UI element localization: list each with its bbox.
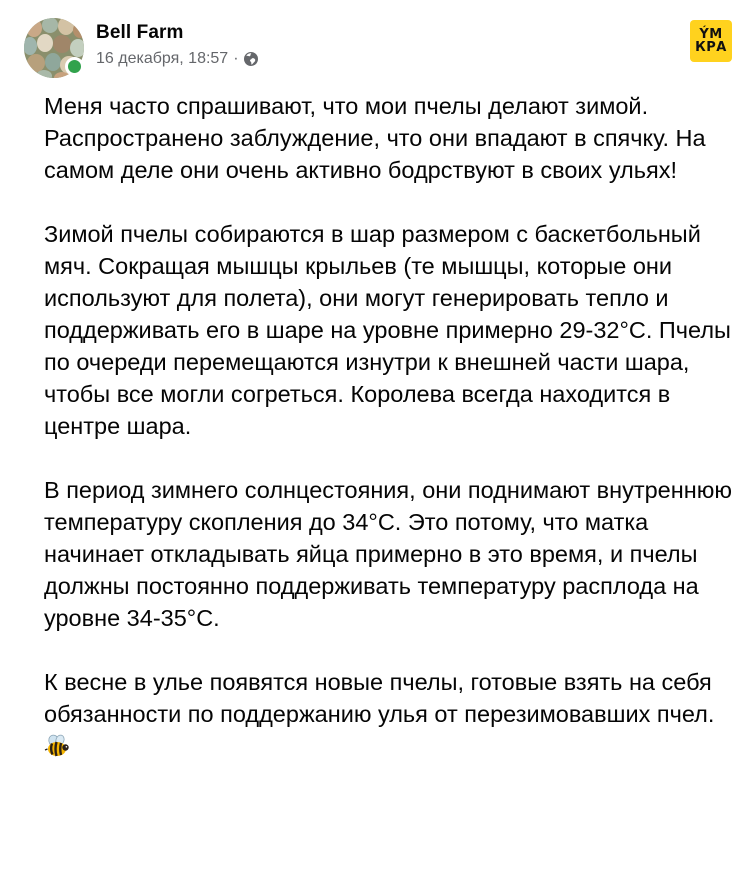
post-paragraph: Зимой пчелы собираются в шар размером с баскетбольный мяч. Сокращая мышцы крыльев (те мышцы, которые они используют для полета), они могут генерировать тепло и поддерживать его в шаре на уровне примерно 29-32°C. Пчелы по очереди перемещаются изнутри к внешней части шара, чтобы все могли согреться. Королева всегда находится в центре шара. [44,221,731,439]
post-paragraph-text: К весне в улье появятся новые пчелы, готовые взять на себя обязанности по поддержанию улья от перезимовавших пчел. [44,669,715,727]
post-paragraph: Меня часто спрашивают, что мои пчелы делают зимой. Распространено заблуждение, что они впадают в спячку. На самом деле они очень активно бодрствуют в своих ульях! [44,93,706,183]
meta-separator: · [233,50,239,67]
post-timestamp[interactable]: 16 декабря, 18:57 [96,50,229,67]
brand-logo-line2: КРА [695,40,727,55]
post-header [24,18,259,80]
globe-icon[interactable] [243,51,259,67]
post-meta [96,18,259,69]
avatar-wrap [24,18,84,78]
brand-logo-line1: ÝМ [699,27,723,42]
post-paragraph-last [44,666,734,762]
online-status-dot [65,57,84,76]
brand-logo [690,20,732,62]
post-paragraph: В период зимнего солнцестояния, они поднимают внутреннюю температуру скопления до 34°C. Это потому, что матка начинает откладывать яйца примерно в это время, и пчелы должны постоянно поддерживать температуру расплода на уровне 34-35°C. [44,477,732,631]
bee-icon [44,734,70,758]
post-meta-row [96,49,259,69]
author-name[interactable]: Bell Farm [96,22,184,43]
post-body [44,90,734,762]
